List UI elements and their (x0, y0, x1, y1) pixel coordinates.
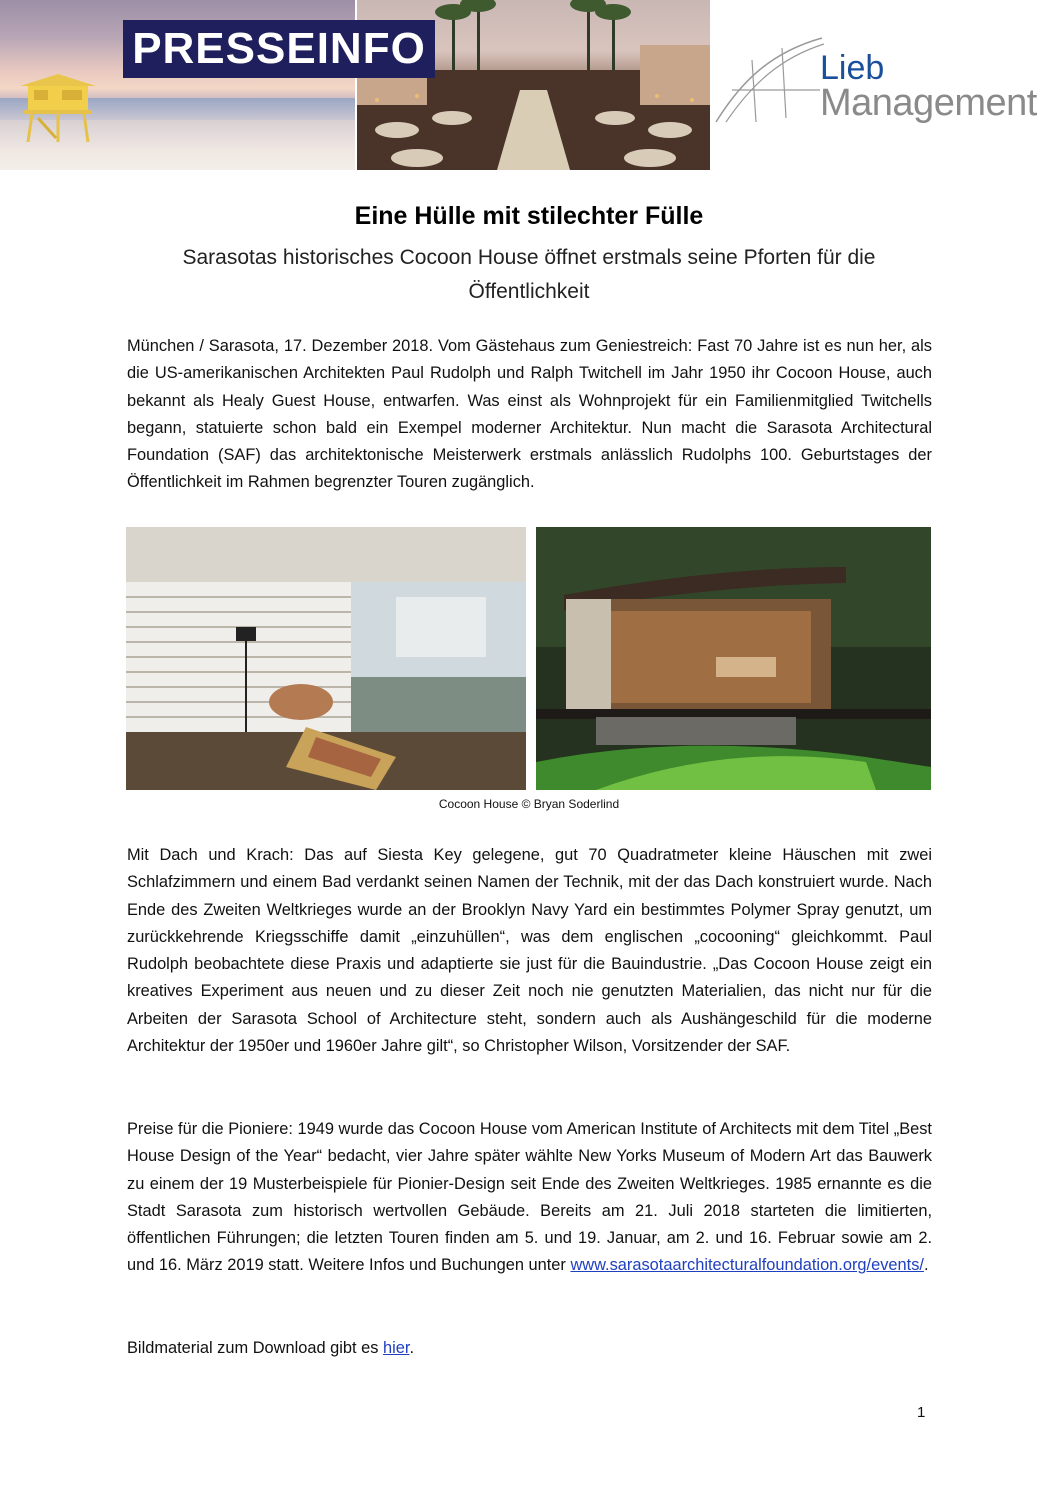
body-paragraph-3: Preise für die Pioniere: 1949 wurde das Cocoon House vom American Institute of Architects mit dem Titel „Best House Design of the Year“ bedacht, vier Jahre später wählte New Yorks Museum of Modern Art das Bauwerk zu einem der 19 Musterbeispiele für Pionier-Design seit Ende des Zweiten Weltkrieges. 1985 ernannte es die Stadt Sarasota zum historisch wertvollen Gebäude. Bereits am 21. Juli 2018 starteten die limitierten, öffentlichen Führungen; die letzten Touren finden am 5. und 19. Januar, am 2. und 16. Februar sowie am 2. und 16. März 2019 statt. Weitere Infos und Buchungen unter www.sarasotaarchitecturalfoundation.org/events/. (127, 1120, 932, 1275)
lifeguard-tower-image (18, 72, 98, 142)
intro-paragraph: München / Sarasota, 17. Dezember 2018. Vom Gästehaus zum Geniestreich: Fast 70 Jahre ist es nun her, als die US-amerikanischen Architekten Paul Rudolph und Ralph Twitchell im Jahr 1950 ihr Cocoon House, auch bekannt als Healy Guest House, entwarfen. Was einst als Wohnprojekt für ein Familienmitglied Twitchells begann, statuierte schon bald ein Exempel moderner Architektur. Nun macht die Sarasota Architectural Foundation (SAF) das architektonische Meisterwerk erstmals anlässlich Rudolphs 100. Geburtstages der Öffentlichkeit im Rahmen begrenzter Touren zugänglich. (127, 337, 932, 492)
header-banner (0, 0, 710, 170)
lieb-management-logo (712, 30, 1058, 130)
logo-swoosh-icon (712, 30, 832, 130)
paragraph-4-text: Bildmaterial zum Download gibt es (127, 1339, 383, 1357)
cocoon-house-exterior-photo (536, 527, 931, 790)
logo-lieb-text: Lieb (820, 49, 885, 87)
photo-caption: Cocoon House © Bryan Soderlind (438, 797, 620, 811)
page-number: 1 (917, 1404, 926, 1421)
body-paragraph-4: Bildmaterial zum Download gibt es hier. (127, 1339, 414, 1357)
paragraph-3-text: Preise für die Pioniere: 1949 wurde das Cocoon House vom American Institute of Architects mit dem Titel „Best House Design of the Year“ bedacht, vier Jahre später wählte New Yorks Museum of Modern Art das Bauwerk zu einem der 19 Musterbeispiele für Pionier-Design seit Ende des Zweiten Weltkrieges. 1985 ernannte es die Stadt Sarasota zum historisch wertvollen Gebäude. Bereits am 21. Juli 2018 starteten die limitierten, öffentlichen Führungen; die letzten Touren finden am 5. und 19. Januar, am 2. und 16. Februar sowie am 2. und 16. März 2019 statt. Weitere Infos und Buchungen unter (127, 1120, 932, 1275)
page-title: Eine Hülle mit stilechter Fülle (354, 202, 704, 230)
download-here-link[interactable]: hier (383, 1339, 410, 1357)
presseinfo-badge: PRESSEINFO (123, 20, 435, 78)
body-paragraph-2: Mit Dach und Krach: Das auf Siesta Key gelegene, gut 70 Quadratmeter kleine Häuschen mit zwei Schlafzimmern und einem Bad verdankt seinen Namen der Technik, mit der das Dach konstruiert wurde. Nach Ende des Zweiten Weltkrieges wurde an der Brooklyn Navy Yard ein bestimmtes Polymer Spray genutzt, um zurückkehrende Kriegsschiffe damit „einzuhüllen“, was dem englischen „cocooning“ gleichkommt. Paul Rudolph beobachtete diese Praxis und adaptierte sie just für die Bauindustrie. „Das Cocoon House zeigt ein kreatives Experiment aus neuen und zu dieser Zeit noch nie genutzten Materialien, das nicht nur für die Arbeiten der Sarasota School of Architecture steht, sondern auch als Aushängeschild für die moderne Architektur der 1950er und 1960er Jahre gilt“, so Christopher Wilson, Vorsitzender der SAF. (127, 846, 932, 1056)
page-subtitle: Sarasotas historisches Cocoon House öffnet erstmals seine Pforten für die Öffentlichkeit (182, 246, 876, 303)
foundation-events-link[interactable]: www.sarasotaarchitecturalfoundation.org/events/ (570, 1256, 924, 1275)
cocoon-house-interior-photo (126, 527, 526, 790)
logo-management-text: Management (820, 82, 1037, 124)
